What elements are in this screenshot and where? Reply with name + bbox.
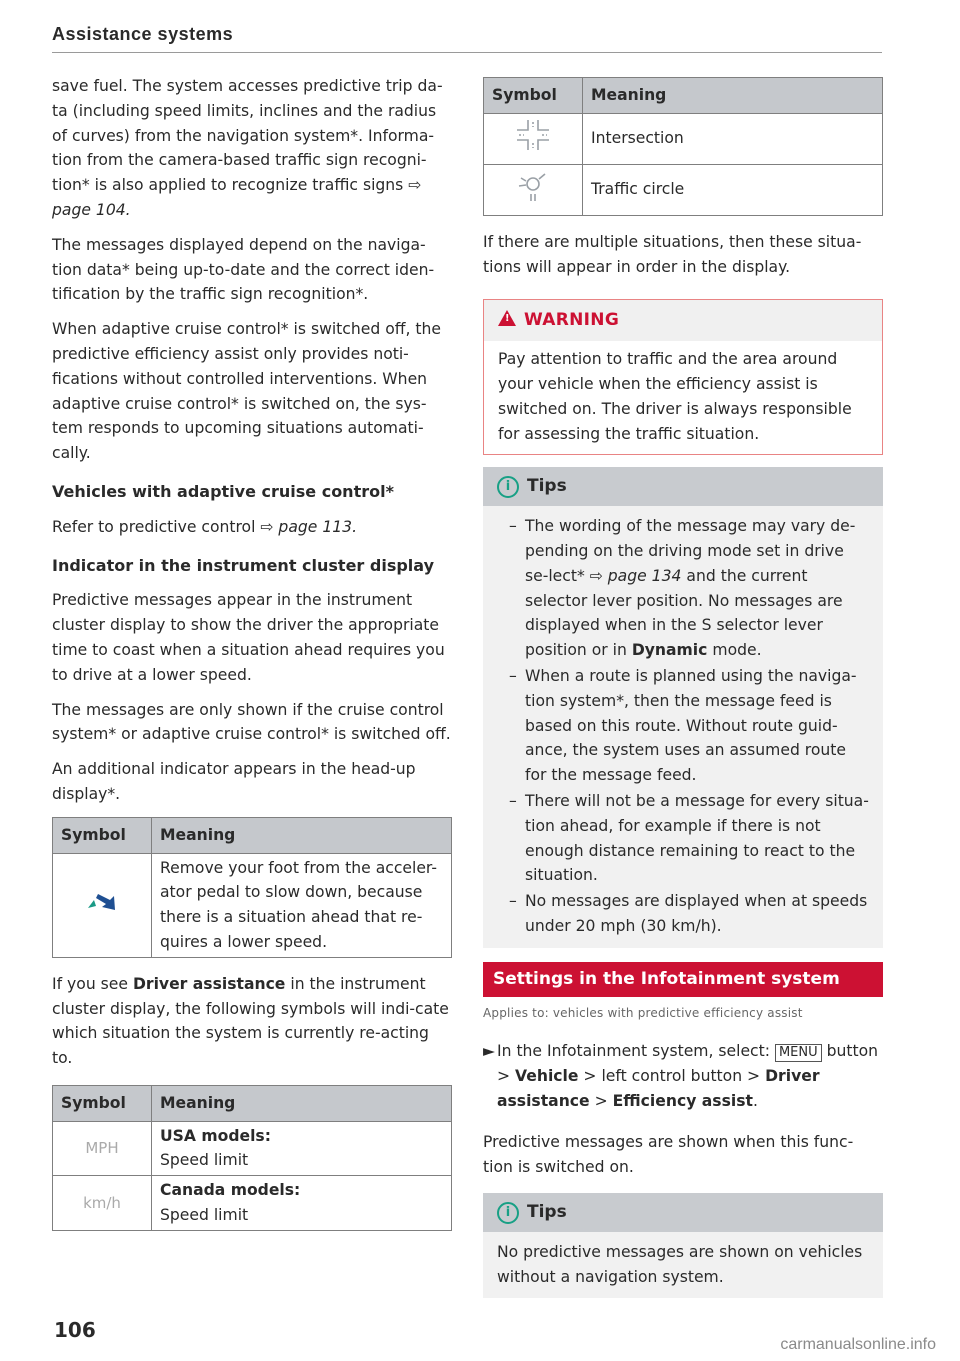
- page-reference-link[interactable]: ⇨ page 113.: [260, 517, 358, 536]
- table-row: [53, 1121, 452, 1176]
- tips-text: No predictive messages are shown on vehicles without a navigation system.: [497, 1243, 863, 1286]
- section-title: Assistance systems: [52, 24, 234, 44]
- table-header: Symbol: [53, 1085, 152, 1121]
- list-item: – When a route is planned using the naviga-tion system*, then the message feed is based on this route. Without route guid-ance, the system uses an assumed route for the message feed.: [497, 664, 869, 788]
- table-header: Symbol: [484, 78, 583, 114]
- warning-box: [483, 299, 883, 455]
- tips-box: [483, 1193, 883, 1297]
- subheading: Vehicles with adaptive cruise control*: [52, 481, 394, 501]
- list-item: – No messages are displayed when at speeds under 20 mph (30 km/h).: [497, 889, 869, 939]
- page-reference-link[interactable]: ⇨ page 134: [589, 566, 682, 585]
- header-divider: [52, 52, 882, 53]
- subheading: Indicator in the instrument cluster display: [52, 555, 435, 575]
- info-icon: i: [497, 1202, 519, 1224]
- list-item: – There will not be a message for every situa-tion ahead, for example if there is not enough distance remaining to react to the situation.: [497, 789, 869, 888]
- warning-icon: !: [498, 310, 516, 326]
- tips-box: [483, 467, 883, 947]
- traffic-circle-icon: [513, 168, 553, 204]
- paragraph: If there are multiple situations, then these situa-tions will appear in order in the display.: [483, 232, 862, 276]
- tips-header: i Tips: [483, 467, 883, 506]
- coast-arrow-icon: [84, 886, 120, 916]
- left-column: [52, 74, 452, 1231]
- paragraph: Predictive messages appear in the instrument cluster display to show the driver the appropriate time to coast when a situation ahead requires you to drive at a lower speed.: [52, 591, 445, 684]
- meaning-cell: Remove your foot from the acceler-ator pedal to slow down, because there is a situation ahead that re-quires a lower speed.: [152, 853, 452, 957]
- instruction-step: ► In the Infotainment system, select: MENU button > Vehicle > left control button > Driver assistance > Efficiency assist.: [483, 1039, 883, 1113]
- paragraph: The messages displayed depend on the naviga-tion data* being up-to-date and the correct iden-tification by the traffic sign recognition*.: [52, 235, 435, 304]
- mph-symbol: MPH: [53, 1121, 152, 1176]
- paragraph: save fuel. The system accesses predictive trip da-ta (including speed limits, inclines and the radius of curves) from the navigation system*. Informa-tion from the camera-based traffic sign recogni-tion* is also applied to recognize traffic signs ⇨ page 104.: [52, 77, 443, 219]
- situation-symbol-table: [52, 1085, 452, 1231]
- paragraph: When adaptive cruise control* is switched off, the predictive efficiency assist only provides noti-fications without controlled interventions. When adaptive cruise control* is switched on, the sys-tem responds to upcoming situations automati-cally.: [52, 320, 441, 463]
- right-column: [483, 77, 883, 1308]
- meaning-cell: Canada models: Speed limit: [152, 1176, 452, 1231]
- paragraph: Predictive messages are shown when this func-tion is switched on.: [483, 1132, 854, 1176]
- meaning-cell: Traffic circle: [583, 164, 883, 215]
- table-header: Meaning: [152, 1085, 452, 1121]
- watermark: carmanualsonline.info: [780, 1336, 936, 1353]
- step-arrow-icon: ►: [483, 1042, 495, 1061]
- symbol-cell: [484, 113, 583, 164]
- meaning-cell: USA models: Speed limit: [152, 1121, 452, 1176]
- warning-header: ! WARNING: [484, 300, 882, 341]
- meaning-cell: Intersection: [583, 113, 883, 164]
- symbol-cell: [484, 164, 583, 215]
- list-item: – The wording of the message may vary de-pending on the driving mode set in drive se-lect* ⇨ page 134 and the current selector lever position. No messages are displayed when in the S selector lever position or in Dynamic mode.: [497, 514, 869, 663]
- intersection-icon: [513, 118, 553, 152]
- table-row: [53, 853, 452, 957]
- kmh-symbol: km/h: [53, 1176, 152, 1231]
- table-header: Meaning: [152, 817, 452, 853]
- warning-text: Pay attention to traffic and the area around your vehicle when the efficiency assist is switched on. The driver is always responsible for assessing the traffic situation.: [498, 350, 852, 443]
- page-reference-link[interactable]: ⇨ page 104.: [52, 176, 422, 219]
- road-symbol-table: [483, 77, 883, 216]
- table-header: Meaning: [583, 78, 883, 114]
- coast-symbol-table: [52, 817, 452, 958]
- menu-key: MENU: [775, 1044, 822, 1062]
- symbol-cell: [53, 853, 152, 957]
- tips-list: [497, 514, 869, 939]
- tips-body: [483, 506, 883, 948]
- table-row: [484, 113, 883, 164]
- table-row: [484, 164, 883, 215]
- page-number: 106: [54, 1318, 96, 1342]
- section-heading: Settings in the Infotainment system: [483, 962, 883, 997]
- applies-to-note: Applies to: vehicles with predictive efficiency assist: [483, 1005, 803, 1020]
- paragraph: Refer to predictive control ⇨ page 113.: [52, 517, 358, 536]
- paragraph: An additional indicator appears in the head-up display*.: [52, 760, 416, 803]
- table-row: [53, 1176, 452, 1231]
- paragraph: The messages are only shown if the cruise control system* or adaptive cruise control* is switched off.: [52, 700, 451, 744]
- tips-header: i Tips: [483, 1193, 883, 1232]
- page-header: [52, 24, 882, 45]
- paragraph: If you see Driver assistance in the instrument cluster display, the following symbols will indi-cate which situation the system is currently re-acting to.: [52, 974, 449, 1068]
- info-icon: i: [497, 476, 519, 498]
- table-header: Symbol: [53, 817, 152, 853]
